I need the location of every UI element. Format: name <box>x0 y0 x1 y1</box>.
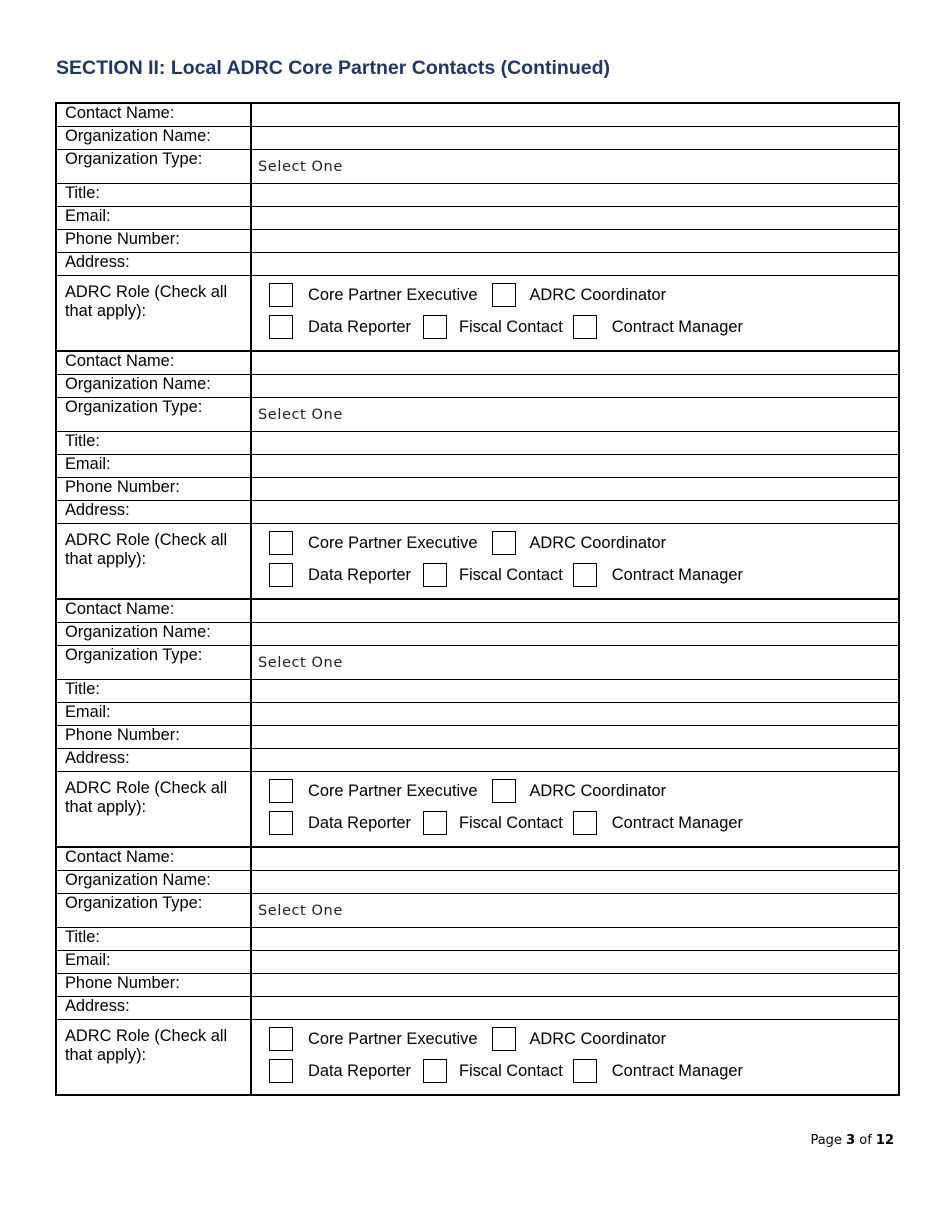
email-field[interactable] <box>251 455 899 478</box>
organization-type-dropdown[interactable] <box>251 894 899 928</box>
adrc-role-label: ADRC Role (Check all that apply): <box>56 1020 251 1096</box>
title-label: Title: <box>56 432 251 455</box>
email-field[interactable] <box>251 951 899 974</box>
contract-manager-label: Contract Manager <box>611 813 743 832</box>
contact-name-field[interactable] <box>251 103 899 127</box>
adrc-coordinator-label: ADRC Coordinator <box>529 285 667 304</box>
role-line-2 <box>269 1057 743 1085</box>
adrc-coordinator-checkbox[interactable] <box>492 531 516 555</box>
current-page: 3 <box>846 1133 856 1148</box>
phone-number-field[interactable] <box>251 726 899 749</box>
fiscal-contact-checkbox[interactable] <box>423 811 447 835</box>
organization-name-field[interactable] <box>251 127 899 150</box>
organization-name-value <box>260 127 898 149</box>
title-field[interactable] <box>251 680 899 703</box>
contact-name-row <box>56 351 899 375</box>
organization-type-row <box>56 894 899 928</box>
phone-number-label: Phone Number: <box>56 230 251 253</box>
core-partner-executive-label: Core Partner Executive <box>308 1029 478 1048</box>
organization-name-label: Organization Name: <box>56 871 251 894</box>
email-row <box>56 703 899 726</box>
core-partner-executive-checkbox[interactable] <box>269 283 293 307</box>
phone-number-field[interactable] <box>251 230 899 253</box>
adrc-role-row <box>56 772 899 848</box>
organization-type-selected: Select One <box>258 655 343 671</box>
contact-name-row <box>56 599 899 623</box>
adrc-role-options <box>251 1020 899 1096</box>
email-label: Email: <box>56 207 251 230</box>
data-reporter-label: Data Reporter <box>308 565 411 584</box>
fiscal-contact-label: Fiscal Contact <box>458 317 563 336</box>
phone-number-field[interactable] <box>251 974 899 997</box>
contact-name-label: Contact Name: <box>56 599 251 623</box>
data-reporter-label: Data Reporter <box>308 1061 411 1080</box>
address-value <box>260 749 898 771</box>
address-label: Address: <box>56 749 251 772</box>
address-value <box>260 501 898 523</box>
email-label: Email: <box>56 703 251 726</box>
core-partner-executive-checkbox[interactable] <box>269 1027 293 1051</box>
core-partner-executive-checkbox[interactable] <box>269 779 293 803</box>
role-line-2 <box>269 561 743 589</box>
address-field[interactable] <box>251 253 899 276</box>
role-line-1 <box>269 777 666 805</box>
phone-number-label: Phone Number: <box>56 974 251 997</box>
contact-name-value <box>260 104 898 126</box>
data-reporter-checkbox[interactable] <box>269 811 293 835</box>
address-label: Address: <box>56 253 251 276</box>
address-label: Address: <box>56 997 251 1020</box>
organization-name-field[interactable] <box>251 623 899 646</box>
phone-number-row <box>56 726 899 749</box>
organization-type-selected: Select One <box>258 407 343 423</box>
phone-number-row <box>56 230 899 253</box>
role-line-1 <box>269 1025 666 1053</box>
contact-name-label: Contact Name: <box>56 351 251 375</box>
data-reporter-checkbox[interactable] <box>269 563 293 587</box>
email-value <box>260 703 898 725</box>
organization-name-label: Organization Name: <box>56 623 251 646</box>
title-field[interactable] <box>251 184 899 207</box>
phone-number-value <box>260 726 898 748</box>
email-value <box>260 455 898 477</box>
address-row <box>56 997 899 1020</box>
adrc-role-options <box>251 772 899 848</box>
email-value <box>260 951 898 973</box>
email-label: Email: <box>56 455 251 478</box>
adrc-coordinator-label: ADRC Coordinator <box>529 533 667 552</box>
address-row <box>56 501 899 524</box>
address-row <box>56 253 899 276</box>
title-value <box>260 928 898 950</box>
role-line-2 <box>269 313 743 341</box>
contact-name-field[interactable] <box>251 847 899 871</box>
organization-name-value <box>260 623 898 645</box>
contact-name-label: Contact Name: <box>56 847 251 871</box>
title-field[interactable] <box>251 432 899 455</box>
fiscal-contact-label: Fiscal Contact <box>458 565 563 584</box>
contact-name-field[interactable] <box>251 351 899 375</box>
phone-number-label: Phone Number: <box>56 726 251 749</box>
adrc-role-row <box>56 524 899 600</box>
organization-name-row <box>56 375 899 398</box>
data-reporter-label: Data Reporter <box>308 317 411 336</box>
title-field[interactable] <box>251 928 899 951</box>
address-field[interactable] <box>251 501 899 524</box>
title-value <box>260 680 898 702</box>
adrc-coordinator-checkbox[interactable] <box>492 283 516 307</box>
contact-name-label: Contact Name: <box>56 103 251 127</box>
contract-manager-label: Contract Manager <box>611 1061 743 1080</box>
core-partner-executive-checkbox[interactable] <box>269 531 293 555</box>
email-field[interactable] <box>251 703 899 726</box>
address-label: Address: <box>56 501 251 524</box>
data-reporter-checkbox[interactable] <box>269 1059 293 1083</box>
phone-number-value <box>260 478 898 500</box>
contract-manager-label: Contract Manager <box>611 317 743 336</box>
adrc-coordinator-checkbox[interactable] <box>492 1027 516 1051</box>
organization-name-row <box>56 623 899 646</box>
contact-name-row <box>56 847 899 871</box>
fiscal-contact-label: Fiscal Contact <box>458 813 563 832</box>
phone-number-field[interactable] <box>251 478 899 501</box>
title-row <box>56 928 899 951</box>
adrc-coordinator-label: ADRC Coordinator <box>529 781 667 800</box>
title-label: Title: <box>56 928 251 951</box>
phone-number-row <box>56 974 899 997</box>
title-row <box>56 680 899 703</box>
organization-type-selected: Select One <box>258 903 343 919</box>
title-label: Title: <box>56 680 251 703</box>
adrc-role-row <box>56 1020 899 1096</box>
organization-name-label: Organization Name: <box>56 127 251 150</box>
adrc-role-label: ADRC Role (Check all that apply): <box>56 524 251 600</box>
contract-manager-checkbox[interactable] <box>573 1059 597 1083</box>
adrc-role-label: ADRC Role (Check all that apply): <box>56 772 251 848</box>
organization-name-row <box>56 871 899 894</box>
organization-type-dropdown[interactable] <box>251 646 899 680</box>
contract-manager-label: Contract Manager <box>611 565 743 584</box>
organization-type-label: Organization Type: <box>56 894 251 928</box>
contact-name-value <box>260 352 898 374</box>
address-value <box>260 997 898 1019</box>
phone-number-value <box>260 974 898 996</box>
adrc-role-label: ADRC Role (Check all that apply): <box>56 276 251 352</box>
title-value <box>260 432 898 454</box>
email-field[interactable] <box>251 207 899 230</box>
email-row <box>56 207 899 230</box>
organization-type-row <box>56 646 899 680</box>
title-value <box>260 184 898 206</box>
data-reporter-label: Data Reporter <box>308 813 411 832</box>
organization-type-row <box>56 150 899 184</box>
organization-name-field[interactable] <box>251 871 899 894</box>
contract-manager-checkbox[interactable] <box>573 563 597 587</box>
phone-number-label: Phone Number: <box>56 478 251 501</box>
contact-name-value <box>260 848 898 870</box>
phone-number-row <box>56 478 899 501</box>
adrc-coordinator-label: ADRC Coordinator <box>529 1029 667 1048</box>
core-partner-executive-label: Core Partner Executive <box>308 781 478 800</box>
title-row <box>56 432 899 455</box>
core-partner-executive-label: Core Partner Executive <box>308 285 478 304</box>
contacts-table <box>55 102 900 1096</box>
title-label: Title: <box>56 184 251 207</box>
section-title: SECTION II: Local ADRC Core Partner Contacts (Continued) <box>56 57 610 79</box>
data-reporter-checkbox[interactable] <box>269 315 293 339</box>
address-row <box>56 749 899 772</box>
adrc-role-row <box>56 276 899 352</box>
role-line-2 <box>269 809 743 837</box>
organization-type-label: Organization Type: <box>56 150 251 184</box>
organization-name-field[interactable] <box>251 375 899 398</box>
core-partner-executive-label: Core Partner Executive <box>308 533 478 552</box>
organization-type-selected: Select One <box>258 159 343 175</box>
address-value <box>260 253 898 275</box>
address-field[interactable] <box>251 997 899 1020</box>
page-prefix: Page <box>810 1133 847 1148</box>
email-value <box>260 207 898 229</box>
email-row <box>56 951 899 974</box>
organization-name-value <box>260 375 898 397</box>
role-line-1 <box>269 529 666 557</box>
page-of: of <box>855 1133 876 1148</box>
contract-manager-checkbox[interactable] <box>573 811 597 835</box>
fiscal-contact-label: Fiscal Contact <box>458 1061 563 1080</box>
role-line-1 <box>269 281 666 309</box>
email-label: Email: <box>56 951 251 974</box>
adrc-coordinator-checkbox[interactable] <box>492 779 516 803</box>
organization-name-value <box>260 871 898 893</box>
contact-name-value <box>260 600 898 622</box>
adrc-role-options <box>251 276 899 352</box>
phone-number-value <box>260 230 898 252</box>
organization-name-row <box>56 127 899 150</box>
contact-name-field[interactable] <box>251 599 899 623</box>
fiscal-contact-checkbox[interactable] <box>423 315 447 339</box>
organization-type-dropdown[interactable] <box>251 398 899 432</box>
organization-type-label: Organization Type: <box>56 646 251 680</box>
organization-type-dropdown[interactable] <box>251 150 899 184</box>
contact-name-row <box>56 103 899 127</box>
fiscal-contact-checkbox[interactable] <box>423 563 447 587</box>
adrc-role-options <box>251 524 899 600</box>
email-row <box>56 455 899 478</box>
organization-type-row <box>56 398 899 432</box>
total-pages: 12 <box>875 1133 894 1148</box>
fiscal-contact-checkbox[interactable] <box>423 1059 447 1083</box>
page-number <box>810 1133 894 1148</box>
address-field[interactable] <box>251 749 899 772</box>
organization-type-label: Organization Type: <box>56 398 251 432</box>
title-row <box>56 184 899 207</box>
contract-manager-checkbox[interactable] <box>573 315 597 339</box>
organization-name-label: Organization Name: <box>56 375 251 398</box>
